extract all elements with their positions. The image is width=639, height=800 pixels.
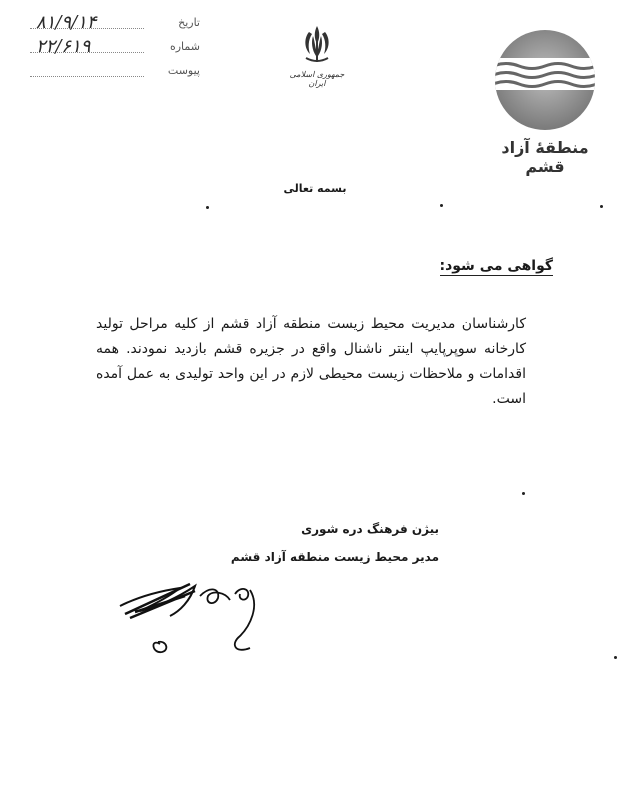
handwritten-signature — [100, 566, 300, 666]
date-row — [30, 12, 200, 36]
emblem-caption: جمهوری اسلامی ایران — [289, 70, 345, 88]
signer-title: مدیر محیط زیست منطقه آزاد قشم — [230, 550, 439, 564]
logo-text: منطقۀ آزاد قشم — [501, 138, 589, 176]
attachment-label: پیوست — [167, 64, 200, 77]
letter-body: کارشناسان مدیریت محیط زیست منطقه آزاد قشم از کلیه مراحل تولید کارخانه سوپرپایپ اینتر ناشنال واقع در جزیره قشم بازدید نمودند. همه اقدامات و ملاحظات زیست محیطی لازم در این واحد تولیدی به عمل آمده است. — [96, 316, 526, 407]
scan-speck — [440, 204, 443, 207]
scan-speck — [614, 656, 617, 659]
scan-speck — [206, 206, 209, 209]
scan-speck — [522, 492, 525, 495]
number-label: شماره — [169, 40, 200, 53]
emblem-icon — [300, 24, 334, 64]
attachment-dots — [30, 76, 144, 77]
iran-emblem — [282, 24, 352, 88]
number-row — [30, 36, 200, 60]
qeshm-logo-icon — [493, 28, 597, 132]
letter-heading: بسمه تعالی — [283, 182, 347, 195]
qeshm-free-zone-logo — [490, 28, 600, 176]
date-label: تاریخ — [178, 16, 200, 29]
number-value: ۲۲/۶۱۹ — [36, 36, 91, 57]
signer-name: بیژن فرهنگ دره شوری — [301, 522, 439, 536]
attachment-row — [30, 60, 200, 84]
letter-subject: گواهی می شود: — [439, 258, 553, 274]
letter-meta — [30, 12, 200, 84]
scan-speck — [600, 205, 603, 208]
date-value: ۸۱/۹/۱۴ — [36, 12, 97, 33]
